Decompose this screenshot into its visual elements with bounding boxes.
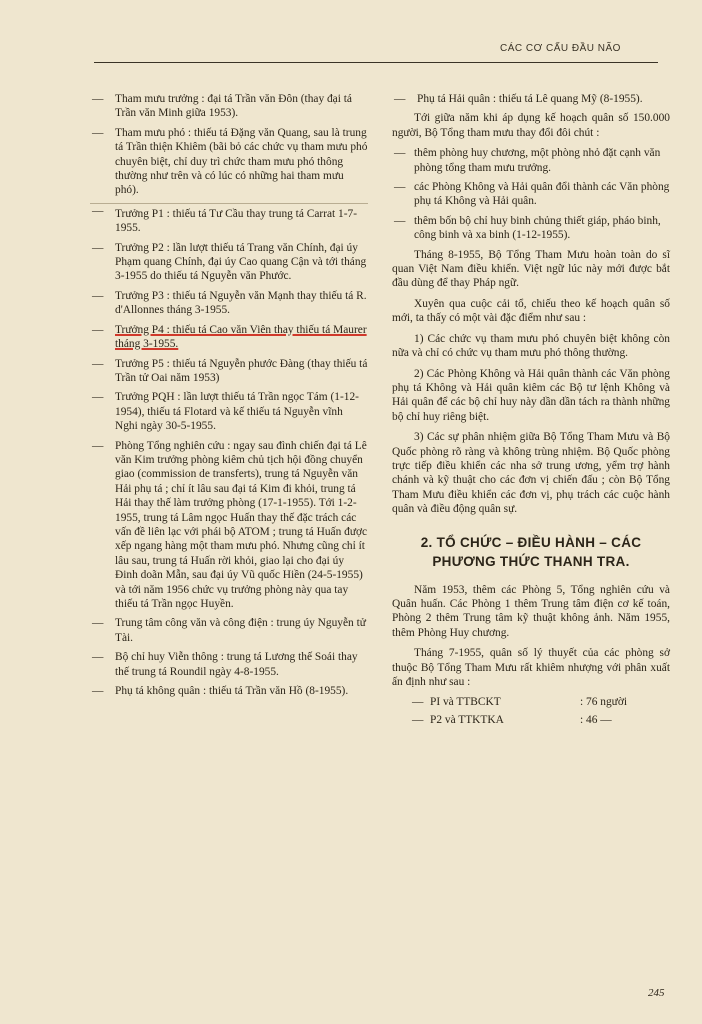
table-row: — PI và TTBCKT : 76 người (412, 696, 628, 709)
list-item: — Tham mưu trưởng : đại tá Trần văn Đôn (thay đại tá Trần văn Minh giữa 1953). (92, 93, 352, 120)
list-item: — Trưởng PQH : lần lượt thiếu tá Trần ngọc Tám (1-12-1954), thiếu tá Flotard và kế thiếu tá Nguyễn vĩnh Nghi ngày 30-5-1955. (92, 391, 359, 433)
list-item: — Trưởng P2 : lần lượt thiếu tá Trang văn Chính, đại úy Phạm quang Chính, đại úy Cao quang Cận và tới tháng 3-1955 do thiếu tá Nguyễn văn Phước. (92, 241, 367, 283)
item-text: Trưởng P1 : thiếu tá Tư Cầu thay trung tá Carrat 1-7-1955. (115, 207, 358, 235)
header-rule (94, 62, 658, 63)
item-text: Trung tâm công văn và công điện : trung úy Nguyễn tử Tài. (115, 617, 366, 644)
list-item: — Bộ chỉ huy Viễn thông : trung tá Lương thế Soái thay thế trung tá Roundil ngày 4-8-1955. (92, 651, 358, 678)
item-text: Trưởng P3 : thiếu tá Nguyễn văn Mạnh thay thiếu tá R. d'Allonnes tháng 3-1955. (115, 289, 367, 317)
page-number: 245 (648, 987, 665, 999)
right-column (392, 92, 670, 730)
list-item: — thêm bốn bộ chỉ huy binh chủng thiết giáp, pháo binh, công binh và xa binh (1-12-1955). (394, 214, 661, 242)
row-label: PI và TTBCKT (430, 696, 501, 709)
list-item: — Tham mưu phó : thiếu tá Đặng văn Quang, sau là trung tá Trần thiện Khiêm (bãi bỏ các chức vụ tham mưu phó chuyên biệt, chỉ duy trì chức tham mưu phó thông thường như trên và có lúc có những hai tham mưu phó). (92, 126, 368, 197)
list-item: — Phụ tá không quân : thiếu tá Trần văn Hồ (8-1955). (92, 685, 349, 698)
list-item: — Phụ tá Hải quân : thiếu tá Lê quang Mỹ (8-1955). (394, 93, 643, 105)
list-item: — Trung tâm công văn và công điện : trung úy Nguyễn tử Tài. (92, 617, 366, 644)
table-row: — P2 và TTKTKA : 46 — (412, 713, 612, 726)
list-item-highlighted: — Trưởng P4 : thiếu tá Cao văn Viên thay thiếu tá Maurer tháng 3-1955. (92, 323, 367, 351)
paragraph: Tháng 7-1955, quân số lý thuyết của các phòng sở thuộc Bộ Tổng Tham Mưu rất khiêm nhượng với phân xuất ấn định như sau : (392, 647, 670, 688)
item-text: Bộ chỉ huy Viễn thông : trung tá Lương thế Soái thay thế trung tá Roundil ngày 4-8-1955. (115, 651, 358, 678)
item-text: thêm phòng huy chương, một phòng nhỏ đặt cạnh văn phòng tổng tham mưu trưởng. (414, 147, 661, 174)
list-item: — Trưởng P1 : thiếu tá Tư Cầu thay trung tá Carrat 1-7-1955. (90, 203, 368, 236)
item-text: Phòng Tổng nghiên cứu : ngay sau đình chiến đại tá Lê văn Kim trưởng phòng kiêm chủ tịch hội đồng chuyển giao (commission de transferts), trung tá Nguyễn văn Hải phụ tá ; chỉ ít lâu sau đại tá Kim đi khỏi, trung tá Hải thay thế làm trưởng phòng (17-1-1955). Tới 1-2-1955, trung tá Lâm ngọc Huấn thay thế đặc trách các vấn đề liên lạc với phái bộ ATOM ; trung tá Huấn được xếp ngang hàng một tham mưu phó. Nhưng cũng chỉ ít lâu sau, trung tá Huấn rời khỏi, giao lại cho đại úy Đinh doãn Mẫn, sau đại úy Vũ quốc Hiền (24-5-1955) và tới năm 1956 chức vụ trưởng phòng này qua tay thiếu tá Trần ngọc Huyền. (115, 439, 368, 610)
section-heading: 2. TỔ CHỨC – ĐIỀU HÀNH – CÁC PHƯƠNG THỨC THANH TRA. (420, 534, 642, 569)
paragraph: Năm 1953, thêm các Phòng 5, Tổng nghiên cứu và Quân huấn. Các Phòng 1 thêm Trung tâm điện cơ kế toán, Phòng 2 thêm Trung tâm kỹ thuật không ảnh. Năm 1955, thêm Phòng Huy chương. (392, 583, 670, 639)
list-item: — Trưởng P5 : thiếu tá Nguyễn phước Đàng (thay thiếu tá Trần tử Oai năm 1953) (92, 357, 368, 384)
item-text: Tham mưu phó : thiếu tá Đặng văn Quang, sau là trung tá Trần thiện Khiêm (bãi bỏ các chức vụ tham mưu phó chuyên biệt, chỉ duy trì chức tham mưu phó thông thường như trên và có lúc có những hai tham mưu phó). (115, 126, 368, 197)
list-item: — Trưởng P3 : thiếu tá Nguyễn văn Mạnh thay thiếu tá R. d'Allonnes tháng 3-1955. (92, 289, 367, 317)
list-item: — Phòng Tổng nghiên cứu : ngay sau đình chiến đại tá Lê văn Kim trưởng phòng kiêm chủ tịch hội đồng chuyển giao (commission de transferts), trung tá Nguyễn văn Hải phụ tá ; chỉ ít lâu sau đại tá Kim đi khỏi, trung tá Hải thay thế làm trưởng phòng (17-1-1955). Tới 1-2-1955, trung tá Lâm ngọc Huấn thay thế đặc trách các vấn đề liên lạc với phái bộ ATOM ; trung tá Huấn được xếp ngang hàng một tham mưu phó. Nhưng cũng chỉ ít lâu sau, trung tá Huấn rời khỏi, giao lại cho đại úy Đinh doãn Mẫn, sau đại úy Vũ quốc Hiền (24-5-1955) và tới năm 1956 chức vụ trưởng phòng này qua tay thiếu tá Trần ngọc Huyền. (92, 439, 368, 610)
item-text: Tham mưu trưởng : đại tá Trần văn Đôn (thay đại tá Trần văn Minh giữa 1953). (115, 93, 352, 120)
item-text: Phụ tá Hải quân : thiếu tá Lê quang Mỹ (8-1955). (417, 93, 643, 105)
item-text-underlined: Trưởng P4 : thiếu tá Cao văn Viên thay thiếu tá Maurer tháng 3-1955. (115, 323, 367, 351)
numbered-point: 2) Các Phòng Không và Hải quân thành các Văn phòng phụ tá Không và Hải quân kiêm các Bộ tư lệnh Không và Hải quân để các bộ chỉ huy này dần dần tách ra thành những bộ chỉ huy riêng biệt. (392, 367, 670, 423)
paragraph: Tới giữa năm khi áp dụng kế hoạch quân số 150.000 người, Bộ Tổng tham mưu thay đổi đôi chút : (392, 112, 670, 139)
item-text: Trưởng PQH : lần lượt thiếu tá Trần ngọc Tám (1-12-1954), thiếu tá Flotard và kế thiếu tá Nguyễn vĩnh Nghi ngày 30-5-1955. (115, 391, 359, 433)
list-item: — thêm phòng huy chương, một phòng nhỏ đặt cạnh văn phòng tổng tham mưu trưởng. (394, 147, 661, 174)
numbered-point: 1) Các chức vụ tham mưu phó chuyên biệt không còn nữa và chỉ có chức vụ tham mưu phó thông thường. (392, 332, 670, 360)
item-text: Trưởng P5 : thiếu tá Nguyễn phước Đàng (thay thiếu tá Trần tử Oai năm 1953) (115, 357, 368, 384)
left-column (90, 92, 368, 703)
numbered-point: 3) Các sự phân nhiệm giữa Bộ Tổng Tham Mưu và Bộ Quốc phòng rõ ràng và không trùng nhiệm. Bộ Quốc phòng trực tiếp điều khiển các nha sở trung ương, yểm trợ hành chánh và kỹ thuật cho các đơn vị chiến đấu ; còn Bộ Tổng Tham Mưu điều khiển các đơn vị, phụ trách các cuộc hành quân và điều động quân sự. (392, 431, 670, 516)
item-text: Phụ tá không quân : thiếu tá Trần văn Hồ (8-1955). (115, 685, 349, 698)
item-text: thêm bốn bộ chỉ huy binh chủng thiết giáp, pháo binh, công binh và xa binh (1-12-1955). (414, 214, 661, 242)
row-value: : 46 — (580, 713, 612, 726)
row-value: : 76 người (580, 696, 628, 709)
row-label: P2 và TTKTKA (430, 713, 504, 726)
paragraph: Tháng 8-1955, Bộ Tổng Tham Mưu hoàn toàn do sĩ quan Việt Nam điều khiển. Việt ngữ lúc này mới được bắt đầu dùng để thay Pháp ngữ. (392, 248, 670, 290)
running-header: CÁC CƠ CẤU ĐẦU NÃO (500, 43, 621, 54)
list-item: — các Phòng Không và Hải quân đổi thành các Văn phòng phụ tá Không và Hải quân. (394, 181, 670, 208)
paragraph: Xuyên qua cuộc cải tổ, chiếu theo kế hoạch quân số mới, ta thấy có một vài đặc điểm như sau : (392, 297, 670, 325)
item-text: các Phòng Không và Hải quân đổi thành các Văn phòng phụ tá Không và Hải quân. (414, 181, 670, 208)
item-text: Trưởng P2 : lần lượt thiếu tá Trang văn Chính, đại úy Phạm quang Chính, đại úy Cao quang Cận và tới tháng 3-1955 do thiếu tá Nguyễn văn Phước. (115, 241, 367, 283)
